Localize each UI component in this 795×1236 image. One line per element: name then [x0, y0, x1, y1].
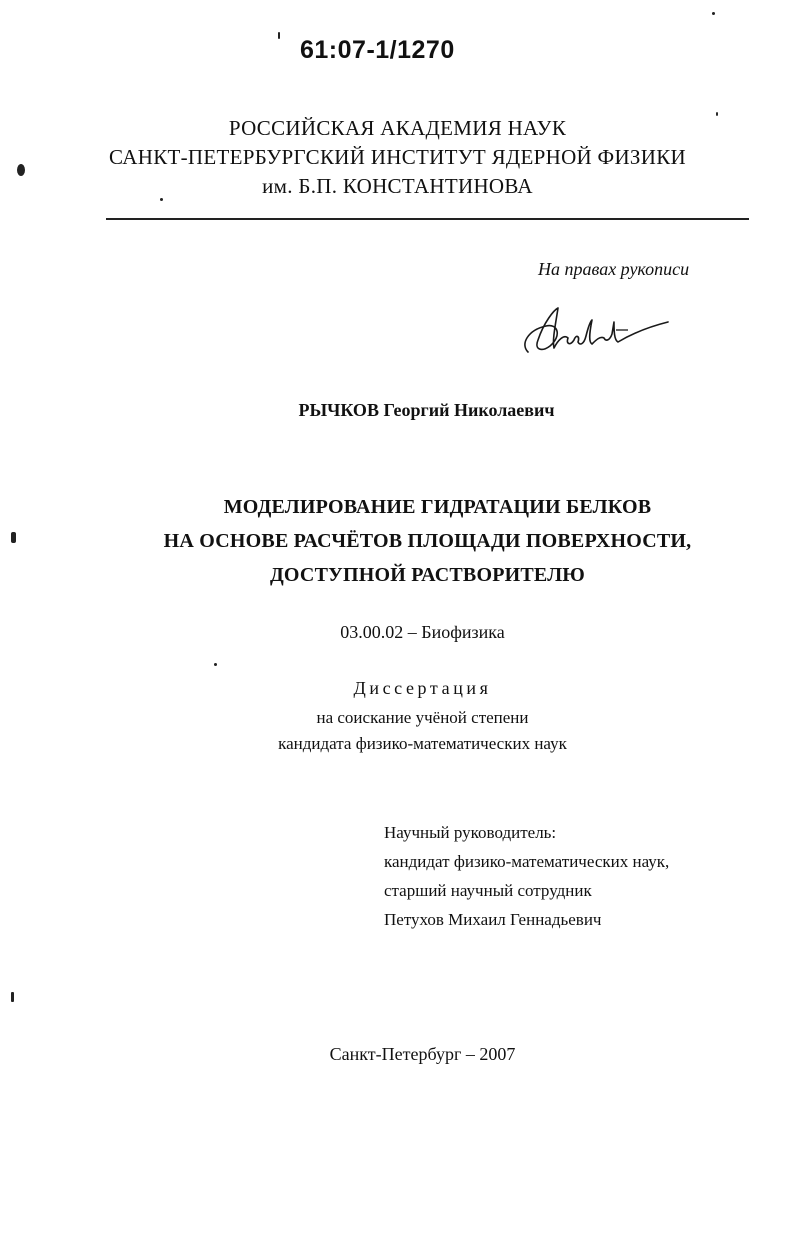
author-name: РЫЧКОВ Георгий Николаевич: [298, 400, 555, 420]
scan-speck: [17, 164, 25, 176]
scan-speck: [278, 32, 280, 39]
scan-speck: [716, 112, 718, 116]
institution-academy: РОССИЙСКАЯ АКАДЕМИЯ НАУК: [228, 116, 567, 140]
supervisor-label: Научный руководитель:: [384, 823, 557, 842]
institution-institute: САНКТ-ПЕТЕРБУРГСКИЙ ИНСТИТУТ ЯДЕРНОЙ ФИЗИКИ: [109, 145, 686, 169]
scan-speck: [712, 12, 715, 15]
supervisor-degree: кандидат физико-математических наук,: [384, 852, 670, 871]
supervisor-block: [384, 818, 669, 934]
scan-speck: [214, 663, 217, 666]
manuscript-rights-note: На правах рукописи: [538, 259, 690, 279]
header-divider: [106, 218, 749, 220]
degree-line-1: на соискание учёной степени: [316, 708, 529, 727]
scan-speck: [11, 532, 16, 543]
scan-speck: [160, 198, 163, 201]
title-line-3: ДОСТУПНОЙ РАСТВОРИТЕЛЮ: [269, 564, 586, 586]
title-line-1: МОДЕЛИРОВАНИЕ ГИДРАТАЦИИ БЕЛКОВ: [223, 496, 652, 518]
signature: [518, 300, 678, 370]
title-line-2: НА ОСНОВЕ РАСЧЁТОВ ПЛОЩАДИ ПОВЕРХНОСТИ,: [163, 530, 692, 552]
thesis-type: Диссертация: [353, 678, 492, 698]
supervisor-position: старший научный сотрудник: [384, 881, 592, 900]
catalog-number: 61:07-1/1270: [300, 36, 455, 64]
institution-named-after: им. Б.П. КОНСТАНТИНОВА: [262, 174, 533, 198]
degree-line-2: кандидата физико-математических наук: [278, 734, 567, 753]
scan-speck: [11, 992, 14, 1002]
specialty-code: 03.00.02 – Биофизика: [340, 622, 505, 642]
supervisor-name: Петухов Михаил Геннадьевич: [384, 910, 602, 929]
city-year: Санкт-Петербург – 2007: [329, 1044, 516, 1064]
